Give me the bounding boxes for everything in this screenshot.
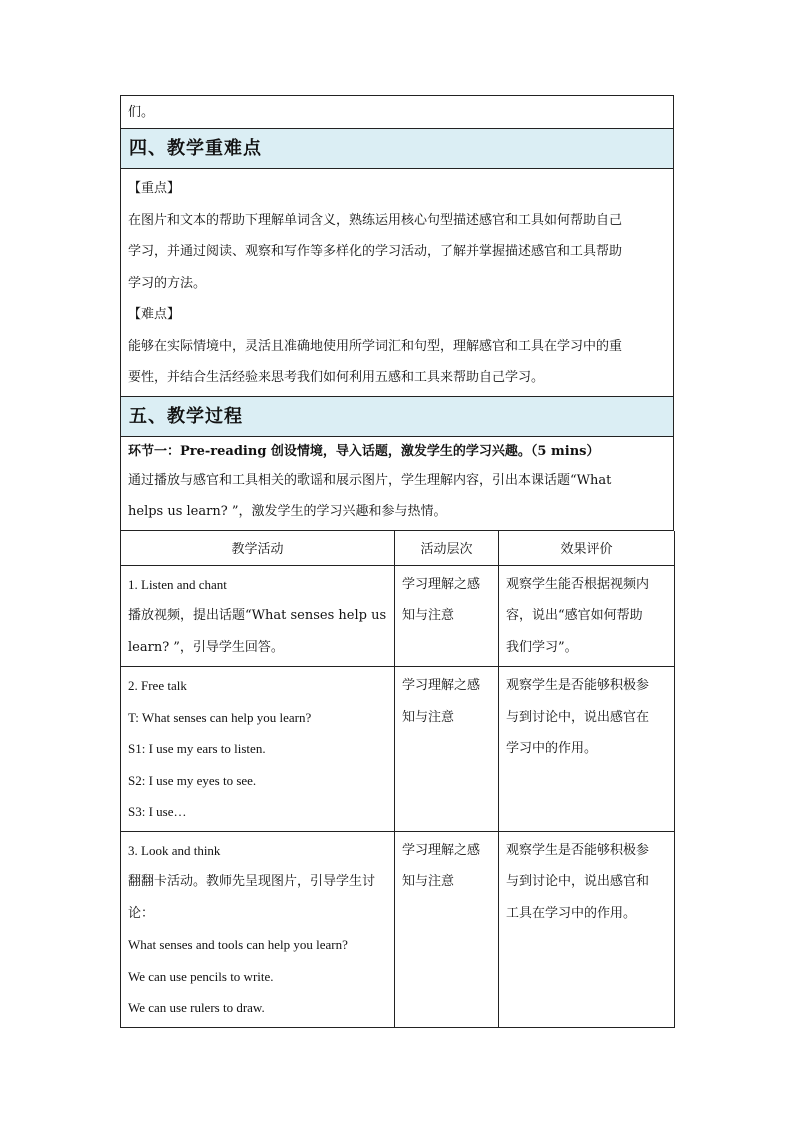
difficult-points-line: 能够在实际情境中，灵活且准确地使用所学词汇和句型，理解感官和工具在学习中的重 (128, 338, 623, 354)
activity-line: 2. Free talk (128, 678, 187, 693)
evaluation-line: 观察学生是否能够积极参 (506, 678, 650, 693)
section-title: 四、教学重难点 (129, 138, 262, 159)
header-evaluation: 效果评价 (499, 531, 675, 566)
stage-description (120, 437, 674, 531)
activity-line: S2: I use my eyes to see. (128, 772, 257, 788)
evaluation-cell (499, 667, 675, 832)
lesson-plan-document (120, 95, 674, 1028)
evaluation-line: 与到讨论中，说出感官在 (506, 709, 650, 725)
key-points-line: 学习，并通过阅读、观察和写作等多样化的学习活动，了解并掌握描述感官和工具帮助 (128, 244, 623, 259)
stage-line: 通过播放与感官和工具相关的歌谣和展示图片，学生理解内容，引出本课话题“What (128, 472, 612, 488)
key-points-line: 学习的方法。 (128, 275, 207, 291)
section-heading-teaching-process (120, 397, 674, 437)
evaluation-line: 我们学习”。 (506, 639, 578, 655)
evaluation-cell (499, 831, 675, 1027)
activity-line: We can use pencils to write. (128, 968, 274, 984)
activity-line: 论： (128, 905, 155, 921)
evaluation-line: 观察学生是否能够积极参 (506, 842, 650, 858)
header-level: 活动层次 (395, 531, 499, 566)
difficult-points-label: 【难点】 (128, 307, 181, 322)
activity-line: S1: I use my ears to listen. (128, 741, 266, 756)
header-activity: 教学活动 (121, 531, 395, 566)
activity-line: learn? ”，引导学生回答。 (128, 639, 284, 655)
difficult-points-line: 要性，并结合生活经验来思考我们如何利用五感和工具来帮助自己学习。 (128, 370, 545, 385)
level-line: 学习理解之感 (402, 842, 481, 858)
key-points-line: 在图片和文本的帮助下理解单词含义，熟练运用核心句型描述感官和工具如何帮助自己 (128, 212, 623, 228)
activity-line: What senses and tools can help you learn? (128, 937, 348, 952)
table-row (121, 667, 675, 832)
evaluation-line: 容，说出“感官如何帮助 (506, 608, 643, 623)
level-line: 学习理解之感 (402, 576, 481, 592)
section-title: 五、教学过程 (129, 405, 243, 427)
stage-line: helps us learn? ”，激发学生的学习兴趣和参与热情。 (128, 504, 447, 519)
level-cell (395, 667, 499, 832)
level-cell (395, 831, 499, 1027)
level-line: 知与注意 (402, 608, 455, 623)
activity-cell (121, 831, 395, 1027)
activity-line: 3. Look and think (128, 842, 221, 858)
activity-line: 翻翻卡活动。教师先呈现图片，引导学生讨 (128, 874, 376, 889)
evaluation-cell (499, 565, 675, 667)
activity-cell (121, 565, 395, 667)
evaluation-line: 学习中的作用。 (506, 741, 598, 756)
level-line: 知与注意 (402, 874, 455, 889)
activity-cell (121, 667, 395, 832)
level-line: 学习理解之感 (402, 678, 481, 693)
evaluation-line: 工具在学习中的作用。 (506, 905, 637, 921)
level-line: 知与注意 (402, 709, 455, 725)
evaluation-line: 与到讨论中，说出感官和 (506, 874, 650, 889)
key-points-content (120, 169, 674, 397)
continued-text (120, 95, 674, 129)
activity-table (120, 531, 675, 1028)
section-heading-key-points (120, 129, 674, 169)
key-points-label: 【重点】 (128, 181, 181, 196)
stage-heading: 环节一：Pre-reading 创设情境，导入话题，激发学生的学习兴趣。（5 mins） (128, 443, 600, 459)
continued-text-value: 们。 (128, 105, 155, 120)
activity-line: S3: I use… (128, 804, 187, 819)
evaluation-line: 观察学生能否根据视频内 (506, 576, 650, 592)
activity-line: We can use rulers to draw. (128, 1000, 265, 1015)
activity-line: 1. Listen and chant (128, 576, 227, 592)
table-row (121, 831, 675, 1027)
table-row (121, 565, 675, 667)
activity-line: T: What senses can help you learn? (128, 709, 312, 725)
level-cell (395, 565, 499, 667)
activity-line: 播放视频，提出话题“What senses help us (128, 608, 387, 623)
table-header-row (121, 531, 675, 566)
